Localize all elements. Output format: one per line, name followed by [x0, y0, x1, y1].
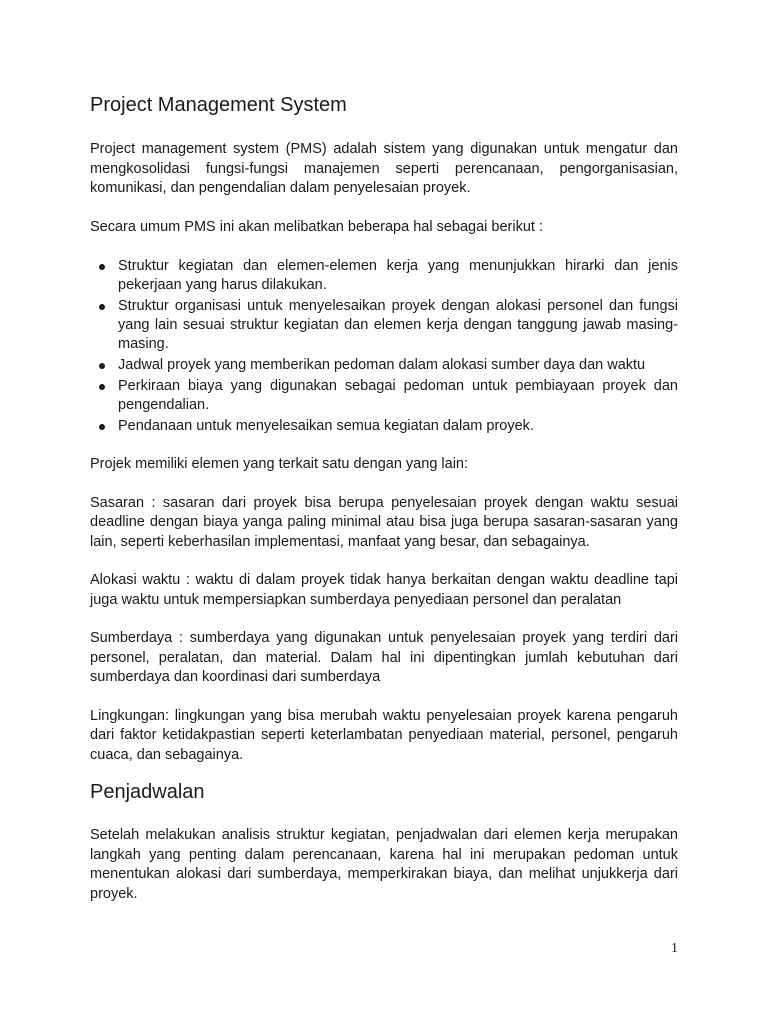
list-item: [90, 377, 678, 415]
list-item: [90, 297, 678, 354]
sasaran-paragraph: Sasaran : sasaran dari proyek bisa berupa penyelesaian proyek dengan waktu sesuai deadline dengan biaya yanga paling minimal atau bisa juga berupa sasaran-sasaran yang lain, seperti keberhasilan implementasi, manfaat yang besar, dan sebagainya.: [90, 494, 678, 550]
list-item: [90, 356, 678, 375]
bullet-icon: [99, 304, 105, 310]
bullet-icon: [99, 384, 105, 390]
bullet-icon: [99, 264, 105, 270]
list-item-text: Perkiraan biaya yang digunakan sebagai pedoman untuk pembiayaan proyek dan pengendalian.: [118, 378, 678, 413]
section-title-penjadwalan: Penjadwalan: [90, 781, 205, 803]
document-body: [90, 92, 678, 904]
intro-paragraph: Project management system (PMS) adalah sistem yang digunakan untuk mengatur dan mengkosolidasi fungsi-fungsi manajemen seperti perencanaan, pengorganisasian, komunikasi, dan pengendalian dalam penyelesaian proyek.: [90, 141, 678, 196]
list-item-text: Jadwal proyek yang memberikan pedoman dalam alokasi sumber daya dan waktu: [118, 357, 646, 373]
list-item-text: Pendanaan untuk menyelesaikan semua kegiatan dalam proyek.: [118, 418, 534, 434]
list-item-text: Struktur organisasi untuk menyelesaikan proyek dengan alokasi personel dan fungsi yang lain sesuai struktur kegiatan dan elemen kerja dengan tanggung jawab masing-masing.: [118, 298, 678, 352]
bullet-icon: [99, 424, 105, 430]
pms-bullet-list: [90, 257, 678, 436]
bullet-icon: [99, 363, 105, 369]
page-number: 1: [671, 941, 678, 956]
alokasi-waktu-paragraph: Alokasi waktu : waktu di dalam proyek tidak hanya berkaitan dengan waktu deadline tapi juga waktu untuk mempersiapkan sumberdaya penyediaan personel dan peralatan: [90, 572, 678, 608]
lead-paragraph: Secara umum PMS ini akan melibatkan beberapa hal sebagai berikut :: [90, 218, 543, 235]
list-item: [90, 257, 678, 295]
penjadwalan-paragraph: Setelah melakukan analisis struktur kegiatan, penjadwalan dari elemen kerja merupakan langkah yang penting dalam perencanaan, karena hal ini merupakan pedoman untuk menentukan alokasi dari sumberdaya, memperkirakan biaya, dan melihat unjukkerja dari proyek.: [90, 827, 678, 902]
list-item-text: Struktur kegiatan dan elemen-elemen kerja yang menunjukkan hirarki dan jenis pekerjaan yang harus dilakukan.: [118, 258, 678, 293]
sumberdaya-paragraph: Sumberdaya : sumberdaya yang digunakan untuk penyelesaian proyek yang terdiri dari personel, peralatan, dan material. Dalam hal ini dipentingkan jumlah kebutuhan dari sumberdaya dan koordinasi dari sumberdaya: [90, 630, 678, 685]
document-title: Project Management System: [90, 94, 347, 116]
lingkungan-paragraph: Lingkungan: lingkungan yang bisa merubah waktu penyelesaian proyek karena pengaruh dari faktor ketidakpastian seperti keterlambatan penyediaan material, personel, pengaruh cuaca, dan sebagainya.: [90, 707, 678, 763]
list-item: [90, 417, 678, 436]
elements-intro-paragraph: Projek memiliki elemen yang terkait satu dengan yang lain:: [90, 456, 469, 472]
